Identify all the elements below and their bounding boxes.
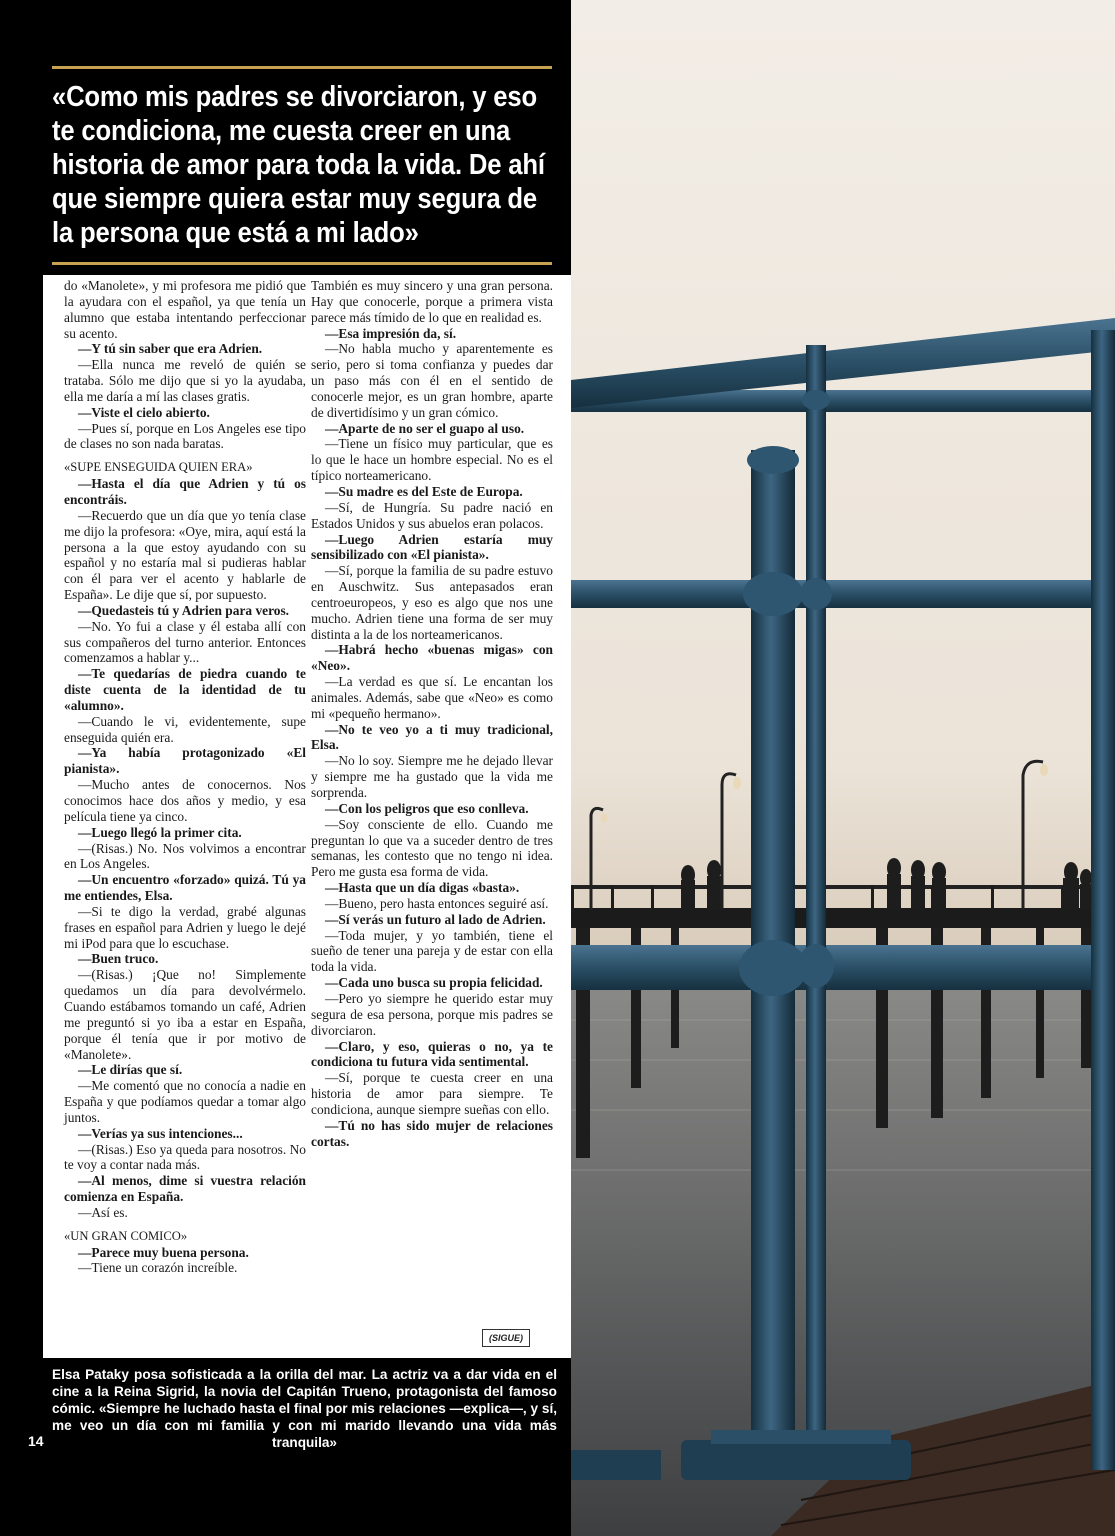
interview-answer: —Sí, porque la familia de su padre estuvo en Auschwitz. Sus antepasados eran centroeuropeos, y eso es algo que nos une mucho. Adrien tiene una forma de ser muy distinta a la de los norteamericanos. bbox=[311, 563, 553, 642]
pullquote: «Como mis padres se divorciaron, y eso te condiciona, me cuesta creer en una historia de amor para toda la vida. De ahí que siempre quiera estar muy segura de la persona que está a mi lado» bbox=[52, 81, 545, 249]
interview-question: —Aparte de no ser el guapo al uso. bbox=[325, 420, 525, 436]
section-subhead: «UN GRAN COMICO» bbox=[64, 1228, 188, 1243]
interview-answer: —Soy consciente de ello. Cuando me preguntan lo que va a suceder dentro de tres semanas, les contesto que no tengo ni idea. Pero me gusta esa forma de vida. bbox=[311, 816, 553, 880]
interview-answer: —Tiene un físico muy particular, que es lo que le hace un hombre especial. No es el típico norteamericano. bbox=[311, 436, 553, 484]
page-number: 14 bbox=[28, 1433, 44, 1449]
interview-question: —Y tú sin saber que era Adrien. bbox=[78, 341, 263, 357]
interview-question: —Te quedarías de piedra cuando te diste cuenta de la identidad de tu «alumno». bbox=[64, 666, 306, 713]
interview-question: —Ya había protagonizado «El pianista». bbox=[64, 745, 306, 777]
interview-answer: —Recuerdo que un día que yo tenía clase me dijo la profesora: «Oye, mira, aquí está la persona a la que estoy ayudando con su español y no estaría mal si pudieras hablar con él para ver el acento y hablarle de España». Le dije que sí, por supuesto. bbox=[64, 507, 306, 603]
interview-answer: También es muy sincero y una gran persona. Hay que conocerle, porque a primera vista parece más tímido de lo que en realidad es. bbox=[311, 278, 553, 325]
interview-answer: —No. Yo fui a clase y él estaba allí con sus compañeros del turno anterior. Entonces comenzamos a hablar y... bbox=[64, 618, 306, 666]
interview-question: —Cada uno busca su propia felicidad. bbox=[325, 975, 543, 991]
interview-answer: —Pues sí, porque en Los Angeles ese tipo de clases no son nada baratas. bbox=[64, 420, 306, 452]
interview-question: —Viste el cielo abierto. bbox=[78, 404, 210, 420]
interview-answer: —(Risas.) ¡Que no! Simplemente quedamos un día para devolvérmelo. Cuando estábamos tomando un café, Adrien me preguntó si yo iba a estar en España, porque él tenía que ir por motivo de «Manolete». bbox=[64, 967, 306, 1062]
interview-question: —Quedasteis tú y Adrien para veros. bbox=[78, 602, 290, 618]
interview-question: —Su madre es del Este de Europa. bbox=[325, 483, 523, 499]
left-black-strip bbox=[0, 0, 43, 1536]
interview-question: —Sí verás un futuro al lado de Adrien. bbox=[325, 911, 546, 927]
interview-answer: —Bueno, pero hasta entonces seguiré así. bbox=[325, 895, 549, 911]
interview-question: —Habrá hecho «buenas migas» con «Neo». bbox=[311, 642, 553, 674]
interview-question: —Buen truco. bbox=[78, 951, 159, 967]
interview-question: —Con los peligros que eso conlleva. bbox=[325, 800, 529, 816]
interview-question: —Luego llegó la primer cita. bbox=[78, 824, 242, 840]
interview-question: —Al menos, dime si vuestra relación comienza en España. bbox=[64, 1173, 306, 1205]
pier-railing-photo bbox=[571, 0, 1115, 1536]
section-subhead: «SUPE ENSEGUIDA QUIEN ERA» bbox=[64, 460, 253, 475]
interview-answer: —Ella nunca me reveló de quién se trataba. Sólo me dijo que si yo la ayudaba, ella me daría a mí las clases gratis. bbox=[64, 357, 306, 404]
interview-answer: —Tiene un corazón increíble. bbox=[78, 1260, 238, 1276]
interview-answer: —(Risas.) Eso ya queda para nosotros. No te voy a contar nada más. bbox=[64, 1141, 306, 1173]
article-column-1 bbox=[64, 278, 306, 1276]
interview-answer: —No lo soy. Siempre me he dejado llevar y siempre me ha gustado que la vida me sorprenda. bbox=[311, 753, 553, 800]
interview-answer: —No habla mucho y aparentemente es serio, pero si toma confianza y puedes dar un paso más con él en el sentido de conocerle mejor, es un gran hombre, aparte de divertidísimo y un gran cómico. bbox=[311, 341, 553, 420]
interview-answer: —(Risas.) No. Nos volvimos a encontrar en Los Angeles. bbox=[64, 840, 306, 872]
photo-caption: Elsa Pataky posa sofisticada a la orilla del mar. La actriz va a dar vida en el cine a la Reina Sigrid, la novia del Capitán Trueno, protagonista del famoso cómic. «Siempre he luchado hasta el final por mis relaciones —explica—, y sí, me veo un día con mi familia y con mi marido llevando una vida más tranquila» bbox=[52, 1367, 557, 1450]
interview-answer: —Si te digo la verdad, grabé algunas frases en español para Adrien y luego le dejé mi iPod para que lo escuchase. bbox=[64, 903, 306, 951]
interview-answer: —Pero yo siempre he querido estar muy segura de esa persona, porque mis padres se divorciaron. bbox=[311, 990, 553, 1038]
interview-answer: —Me comentó que no conocía a nadie en España y que podíamos quedar a tomar algo juntos. bbox=[64, 1078, 306, 1125]
interview-answer: —Sí, de Hungría. Su padre nació en Estados Unidos y sus abuelos eran polacos. bbox=[311, 499, 553, 531]
interview-question: —No te veo yo a ti muy tradicional, Elsa. bbox=[311, 721, 553, 753]
interview-question: —Luego Adrien estaría muy sensibilizado con «El pianista». bbox=[311, 531, 553, 563]
interview-question: —Tú no has sido mujer de relaciones cortas. bbox=[311, 1117, 553, 1149]
gold-rule-bottom bbox=[52, 262, 552, 265]
interview-answer: —Mucho antes de conocernos. Nos conocimos hace dos años y medio, y esa película tiene ya cinco. bbox=[64, 777, 306, 824]
continues-tag: (SIGUE) bbox=[482, 1329, 530, 1347]
article-column-2 bbox=[311, 278, 553, 1149]
interview-question: —Esa impresión da, sí. bbox=[325, 325, 457, 341]
interview-answer: —Sí, porque te cuesta creer en una historia de amor para siempre. Te condiciona, aunque siempre sueñas con ello. bbox=[311, 1070, 553, 1117]
interview-question: —Le dirías que sí. bbox=[78, 1062, 183, 1078]
interview-answer: —Así es. bbox=[78, 1204, 128, 1220]
gold-rule-top bbox=[52, 66, 552, 69]
interview-question: —Claro, y eso, quieras o no, ya te condiciona tu futura vida sentimental. bbox=[311, 1038, 553, 1070]
interview-question: —Hasta que un día digas «basta». bbox=[325, 880, 520, 896]
interview-question: —Un encuentro «forzado» quizá. Tú ya me entiendes, Elsa. bbox=[64, 872, 306, 904]
interview-question: —Verías ya sus intenciones... bbox=[78, 1125, 243, 1141]
interview-answer: do «Manolete», y mi profesora me pidió que la ayudara con el español, ya que tenía un alumno que estaba intentando perfeccionar su acento. bbox=[64, 278, 306, 341]
interview-answer: —Cuando le vi, evidentemente, supe enseguida quién era. bbox=[64, 713, 306, 745]
interview-question: —Hasta el día que Adrien y tú os encontráis. bbox=[64, 476, 306, 507]
interview-answer: —Toda mujer, y yo también, tiene el sueño de tener una pareja y de estar con ella toda la vida. bbox=[311, 927, 553, 975]
interview-question: —Parece muy buena persona. bbox=[78, 1244, 249, 1260]
interview-answer: —La verdad es que sí. Le encantan los animales. Además, sabe que «Neo» es como mi «pequeño hermano». bbox=[311, 674, 553, 721]
